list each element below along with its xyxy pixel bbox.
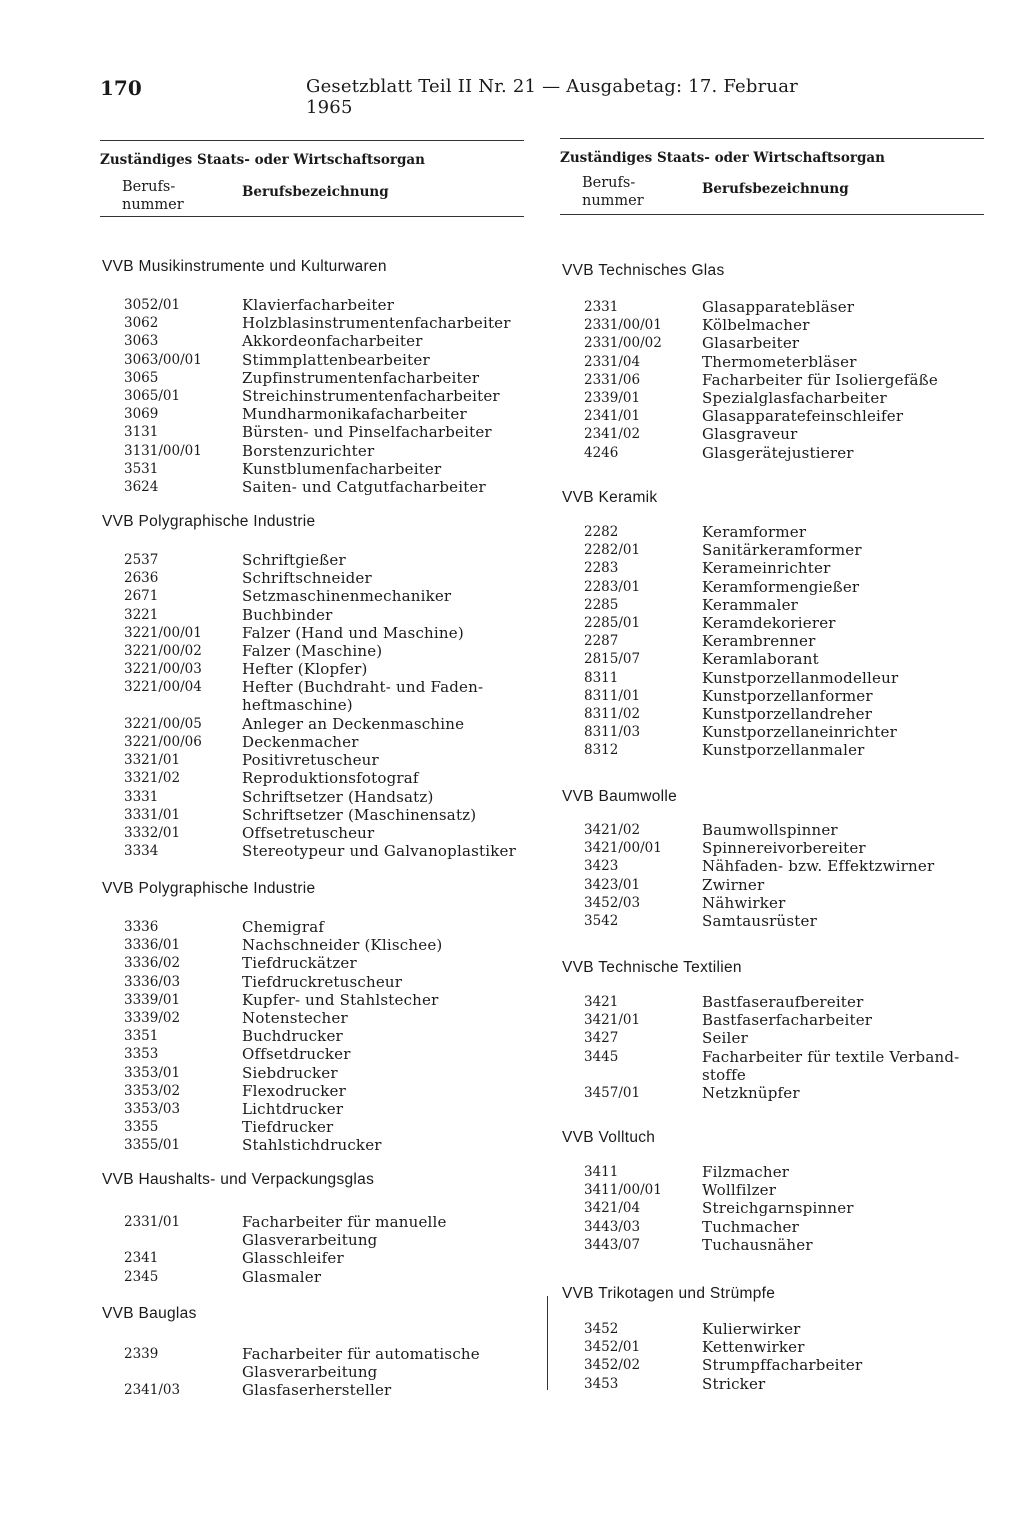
occupation-name-line: Samtausrüster — [702, 912, 817, 930]
occupation-number: 3052/01 — [124, 297, 181, 313]
occupation-name — [702, 371, 982, 389]
occupation-number: 2283 — [584, 560, 619, 577]
occupation-name-line: Stereotypeur und Galvanoplastiker — [242, 842, 516, 861]
occupation-number: 8311 — [584, 669, 619, 686]
occupation-number: 3353/02 — [124, 1082, 181, 1099]
occupation-name — [242, 624, 522, 642]
occupation-name — [242, 296, 522, 314]
occupation-name-line: Nähfaden- bzw. Effektzwirner — [702, 857, 935, 876]
occupation-number: 3624 — [124, 479, 159, 495]
occupation-name — [242, 991, 522, 1009]
occupation-number: 2339/01 — [584, 390, 641, 406]
occupation-name-line: Akkordeonfacharbeiter — [242, 332, 423, 351]
occupation-name — [242, 642, 522, 660]
column-header-number — [122, 178, 184, 214]
occupation-name-line: Kölbelmacher — [702, 316, 810, 335]
column-header-number-line1: Berufs- — [582, 175, 636, 191]
page-number: 170 — [100, 76, 142, 100]
column-header-title: Zuständiges Staats- oder Wirtschaftsorgan — [560, 150, 885, 166]
occupation-name — [242, 918, 522, 936]
occupation-name-line: Facharbeiter für automatische — [242, 1345, 480, 1363]
occupation-number: 3443/07 — [584, 1236, 641, 1253]
occupation-name-line: Spinnereivorbereiter — [702, 839, 866, 858]
occupation-name — [242, 569, 522, 587]
occupation-number: 2537 — [124, 552, 159, 568]
occupation-name — [242, 678, 522, 714]
occupation-name-line: Stricker — [702, 1374, 766, 1393]
occupation-number: 3221/00/03 — [124, 661, 202, 678]
occupation-name — [702, 839, 982, 857]
occupation-name-line: Baumwollspinner — [702, 821, 838, 839]
page-title: Gesetzblatt Teil II Nr. 21 — Ausgabetag: 17. Februar 1965 — [306, 76, 798, 118]
occupation-name — [702, 821, 982, 839]
occupation-name — [242, 751, 522, 769]
occupation-name-line: Glasapparatefeinschleifer — [702, 407, 904, 426]
occupation-name-line: Keramformer — [702, 523, 807, 541]
occupation-number: 3336/01 — [124, 937, 181, 954]
occupation-name-line: Spezialglasfacharbeiter — [702, 389, 887, 407]
section-title: VVB Bauglas — [102, 1305, 197, 1322]
occupation-name-line: Tiefdrucker — [242, 1118, 334, 1137]
occupation-name — [702, 407, 982, 425]
occupation-name-line: Lichtdrucker — [242, 1100, 344, 1118]
occupation-name-line: Glasapparatebläser — [702, 298, 855, 316]
occupation-name-line: Nähwirker — [702, 893, 786, 912]
occupation-name-line: Strumpffacharbeiter — [702, 1356, 863, 1375]
occupation-name — [702, 993, 982, 1011]
occupation-name-line: Siebdrucker — [242, 1063, 338, 1082]
occupation-name-line: Keramformengießer — [702, 577, 860, 596]
occupation-name — [702, 1338, 982, 1356]
occupation-name-line: Flexodrucker — [242, 1081, 346, 1100]
occupation-number: 3063/00/01 — [124, 351, 202, 368]
occupation-number: 2331/01 — [124, 1214, 181, 1230]
occupation-name — [242, 1381, 522, 1399]
occupation-name — [242, 1345, 522, 1381]
occupation-name-line: Kunstporzellandreher — [702, 705, 873, 723]
occupation-name — [702, 316, 982, 334]
occupation-name-line: Offsetretuscheur — [242, 824, 375, 842]
occupation-name — [242, 1027, 522, 1045]
occupation-number: 3421/02 — [584, 822, 641, 838]
occupation-number: 2331/00/02 — [584, 335, 662, 352]
occupation-number: 4246 — [584, 444, 619, 461]
occupation-name — [242, 314, 522, 332]
occupation-name — [702, 578, 982, 596]
occupation-name-line: Saiten- und Catgutfacharbeiter — [242, 478, 486, 496]
occupation-number: 3421/01 — [584, 1012, 641, 1029]
occupation-name-line: Kupfer- und Stahlstecher — [242, 990, 439, 1009]
column-header-number-line1: Berufs- — [122, 179, 176, 195]
occupation-name-line: Hefter (Klopfer) — [242, 660, 368, 679]
column-header-number — [582, 174, 644, 210]
occupation-name — [242, 1045, 522, 1063]
occupation-name — [242, 842, 522, 860]
occupation-name — [702, 1084, 982, 1102]
occupation-name — [242, 788, 522, 806]
occupation-name-line: Tiefdruckretuscheur — [242, 972, 403, 991]
occupation-number: 2282 — [584, 524, 619, 540]
occupation-name — [702, 857, 982, 875]
occupation-name — [242, 587, 522, 605]
occupation-name-line: Kunstblumenfacharbeiter — [242, 459, 442, 478]
occupation-name — [242, 806, 522, 824]
occupation-number: 3411 — [584, 1164, 619, 1180]
column-header-title: Zuständiges Staats- oder Wirtschaftsorgan — [100, 152, 425, 168]
section-title: VVB Technisches Glas — [562, 262, 725, 279]
occupation-name-line: Deckenmacher — [242, 733, 359, 751]
section-title: VVB Polygraphische Industrie — [102, 880, 316, 897]
occupation-name — [702, 705, 982, 723]
occupation-name-line: Falzer (Maschine) — [242, 642, 383, 660]
occupation-name — [242, 332, 522, 350]
occupation-number: 3411/00/01 — [584, 1182, 662, 1199]
occupation-number: 3069 — [124, 406, 159, 423]
occupation-name — [702, 1181, 982, 1199]
occupation-name — [242, 1249, 522, 1267]
occupation-name-line: Schriftgießer — [242, 551, 346, 569]
occupation-name-line: Kulierwirker — [702, 1320, 801, 1338]
occupation-name-line: Bastfaseraufbereiter — [702, 993, 864, 1011]
occupation-name-line: heftmaschine) — [242, 696, 353, 715]
occupation-name — [702, 650, 982, 668]
occupation-number: 2341 — [124, 1250, 159, 1267]
occupation-number: 2339 — [124, 1346, 159, 1362]
section-title: VVB Baumwolle — [562, 788, 678, 805]
occupation-name — [702, 425, 982, 443]
section-title: VVB Haushalts- und Verpackungsglas — [102, 1171, 375, 1188]
occupation-name-line: Facharbeiter für Isoliergefäße — [702, 370, 938, 389]
occupation-number: 3351 — [124, 1028, 159, 1045]
occupation-name — [702, 1011, 982, 1029]
column-header-number-line2: nummer — [582, 193, 644, 209]
occupation-name — [242, 1009, 522, 1027]
occupation-name — [702, 723, 982, 741]
occupation-number: 3336 — [124, 919, 159, 935]
column-header-name: Berufsbezeichnung — [242, 184, 389, 200]
occupation-number: 3332/01 — [124, 825, 181, 841]
occupation-name-line: Kunstporzellaneinrichter — [702, 723, 897, 742]
occupation-number: 3423 — [584, 858, 619, 875]
occupation-name-line: Borstenzurichter — [242, 441, 375, 460]
column-header-number-line2: nummer — [122, 197, 184, 213]
occupation-name-line: Schriftschneider — [242, 569, 372, 588]
occupation-name-line: Schriftsetzer (Maschinensatz) — [242, 805, 477, 824]
occupation-name — [242, 1213, 522, 1249]
section-title: VVB Keramik — [562, 489, 658, 506]
occupation-name-line: Filzmacher — [702, 1163, 790, 1181]
occupation-number: 3353/01 — [124, 1064, 181, 1081]
occupation-number: 3336/03 — [124, 973, 181, 990]
occupation-number: 2636 — [124, 570, 159, 587]
occupation-name-line: Zwirner — [702, 875, 765, 894]
occupation-number: 3331/01 — [124, 806, 181, 823]
occupation-number: 2287 — [584, 633, 619, 650]
occupation-number: 2341/02 — [584, 426, 641, 443]
occupation-name — [702, 444, 982, 462]
occupation-name — [702, 1163, 982, 1181]
occupation-name-line: Tiefdruckätzer — [242, 954, 357, 973]
section-title: VVB Volltuch — [562, 1129, 656, 1146]
occupation-name — [702, 1029, 982, 1047]
occupation-name — [242, 973, 522, 991]
occupation-number: 3355/01 — [124, 1137, 181, 1154]
occupation-number: 2331 — [584, 299, 619, 315]
occupation-name-line: Thermometerbläser — [702, 352, 857, 371]
column-header-name: Berufsbezeichnung — [702, 181, 849, 197]
occupation-number: 3427 — [584, 1030, 619, 1047]
occupation-name-line: Glasarbeiter — [702, 334, 800, 353]
occupation-number: 3131 — [124, 424, 159, 441]
page-header — [100, 76, 800, 118]
occupation-number: 3321/01 — [124, 752, 181, 769]
top-rule — [100, 140, 524, 141]
occupation-number: 3062 — [124, 315, 159, 332]
occupation-name — [242, 936, 522, 954]
margin-bar — [547, 1296, 548, 1390]
occupation-number: 3336/02 — [124, 955, 181, 972]
occupation-name-line: Facharbeiter für textile Verband- — [702, 1047, 960, 1066]
occupation-number: 3331 — [124, 788, 159, 805]
occupation-name — [242, 405, 522, 423]
occupation-name-line: Buchdrucker — [242, 1027, 343, 1046]
occupation-name-line: Keramlaborant — [702, 650, 819, 669]
occupation-number: 3355 — [124, 1119, 159, 1136]
occupation-name — [702, 687, 982, 705]
occupation-number: 3445 — [584, 1048, 619, 1065]
occupation-name-line: Glasmaler — [242, 1267, 322, 1286]
occupation-name-line: Klavierfacharbeiter — [242, 296, 395, 314]
occupation-name — [242, 460, 522, 478]
occupation-number: 2283/01 — [584, 578, 641, 595]
occupation-name — [702, 559, 982, 577]
occupation-number: 2815/07 — [584, 651, 641, 668]
occupation-name-line: Netzknüpfer — [702, 1084, 800, 1102]
section-title: VVB Technische Textilien — [562, 959, 742, 976]
occupation-name — [702, 1236, 982, 1254]
occupation-name-line: Kunstporzellanmaler — [702, 741, 865, 760]
occupation-name — [242, 954, 522, 972]
occupation-name-line: Glasgerätejustierer — [702, 443, 854, 462]
occupation-name — [702, 596, 982, 614]
occupation-number: 3063 — [124, 333, 159, 350]
occupation-name — [702, 523, 982, 541]
occupation-number: 3353/03 — [124, 1101, 181, 1117]
occupation-number: 3321/02 — [124, 770, 181, 787]
occupation-number: 3542 — [584, 913, 619, 929]
occupation-name — [242, 478, 522, 496]
occupation-number: 2341/03 — [124, 1382, 181, 1399]
occupation-number: 2331/04 — [584, 353, 641, 370]
occupation-name-line: Glasschleifer — [242, 1249, 344, 1268]
occupation-name — [702, 876, 982, 894]
occupation-number: 3421 — [584, 994, 619, 1010]
occupation-name — [242, 423, 522, 441]
occupation-name — [242, 442, 522, 460]
occupation-name — [242, 660, 522, 678]
occupation-name-line: Schriftsetzer (Handsatz) — [242, 787, 434, 806]
occupation-name — [702, 1218, 982, 1236]
occupation-number: 3221 — [124, 606, 159, 623]
occupation-name — [702, 741, 982, 759]
occupation-number: 8311/01 — [584, 687, 641, 704]
occupation-name — [242, 606, 522, 624]
occupation-name-line: Reproduktionsfotograf — [242, 769, 419, 788]
occupation-name — [242, 1118, 522, 1136]
occupation-number: 2285 — [584, 596, 619, 613]
occupation-number: 2341/01 — [584, 408, 641, 425]
occupation-name — [242, 1136, 522, 1154]
occupation-number: 3531 — [124, 460, 159, 477]
occupation-name — [702, 669, 982, 687]
occupation-number: 2285/01 — [584, 615, 641, 631]
occupation-name — [242, 1082, 522, 1100]
occupation-name-line: Kerambrenner — [702, 632, 816, 651]
occupation-name-line: Notenstecher — [242, 1009, 348, 1027]
occupation-name — [242, 1100, 522, 1118]
occupation-number: 3131/00/01 — [124, 442, 202, 459]
occupation-name-line: Kerameinrichter — [702, 559, 831, 578]
occupation-name-line: Glasverarbeitung — [242, 1363, 378, 1381]
occupation-number: 3221/00/05 — [124, 715, 202, 732]
occupation-name-line: Wollfilzer — [702, 1181, 777, 1200]
occupation-name — [702, 541, 982, 559]
section-title: VVB Trikotagen und Strümpfe — [562, 1285, 776, 1302]
occupation-name-line: Facharbeiter für manuelle — [242, 1213, 447, 1231]
occupation-name — [702, 912, 982, 930]
occupation-name-line: Holzblasinstrumentenfacharbeiter — [242, 314, 511, 333]
occupation-number: 8312 — [584, 742, 619, 759]
occupation-number: 3453 — [584, 1375, 619, 1392]
occupation-number: 8311/03 — [584, 724, 641, 741]
occupation-number: 3421/04 — [584, 1200, 641, 1217]
occupation-name — [702, 353, 982, 371]
occupation-number: 3334 — [124, 843, 159, 860]
occupation-name-line: Mundharmonikafacharbeiter — [242, 405, 467, 424]
occupation-name — [242, 1064, 522, 1082]
occupation-name-line: Glasverarbeitung — [242, 1231, 378, 1249]
occupation-number: 2331/00/01 — [584, 317, 662, 334]
header-bottom-rule — [560, 214, 984, 215]
occupation-name-line: Setzmaschinenmechaniker — [242, 587, 452, 606]
occupation-name-line: Kettenwirker — [702, 1338, 805, 1357]
occupation-name-line: Bastfaserfacharbeiter — [702, 1011, 873, 1030]
occupation-number: 3443/03 — [584, 1218, 641, 1235]
occupation-name-line: Kerammaler — [702, 595, 799, 614]
occupation-name-line: Stahlstichdrucker — [242, 1136, 382, 1155]
occupation-name-line: stoffe — [702, 1065, 746, 1084]
occupation-name — [242, 551, 522, 569]
occupation-name-line: Zupfinstrumentenfacharbeiter — [242, 368, 480, 387]
occupation-name — [702, 1048, 982, 1084]
occupation-name-line: Stimmplattenbearbeiter — [242, 350, 430, 369]
section-title: VVB Polygraphische Industrie — [102, 513, 316, 530]
occupation-number: 3339/01 — [124, 991, 181, 1008]
occupation-name-line: Kunstporzellanmodelleur — [702, 668, 899, 687]
occupation-name — [702, 894, 982, 912]
occupation-name-line: Streichgarnspinner — [702, 1199, 854, 1218]
occupation-number: 2671 — [124, 588, 159, 605]
occupation-number: 3065 — [124, 369, 159, 386]
occupation-name-line: Glasgraveur — [702, 425, 798, 444]
header-bottom-rule — [100, 216, 524, 217]
occupation-name-line: Chemigraf — [242, 918, 325, 936]
occupation-name — [242, 1268, 522, 1286]
section-title: VVB Musikinstrumente und Kulturwaren — [102, 258, 387, 275]
occupation-number: 3065/01 — [124, 388, 181, 404]
occupation-name — [702, 298, 982, 316]
occupation-name-line: Tuchmacher — [702, 1217, 800, 1236]
occupation-name-line: Kunstporzellanformer — [702, 686, 873, 705]
occupation-name-line: Falzer (Hand und Maschine) — [242, 623, 464, 642]
occupation-name — [242, 369, 522, 387]
occupation-number: 3221/00/04 — [124, 679, 202, 696]
occupation-name-line: Positivretuscheur — [242, 751, 379, 770]
occupation-name-line: Bürsten- und Pinselfacharbeiter — [242, 423, 492, 442]
occupation-name — [242, 824, 522, 842]
occupation-name — [702, 389, 982, 407]
occupation-number: 3452/02 — [584, 1357, 641, 1374]
occupation-number: 2282/01 — [584, 542, 641, 559]
occupation-number: 3353 — [124, 1046, 159, 1063]
occupation-name — [702, 1320, 982, 1338]
occupation-name-line: Keramdekorierer — [702, 614, 836, 632]
occupation-number: 3221/00/02 — [124, 643, 202, 659]
occupation-number: 2345 — [124, 1268, 159, 1285]
occupation-name-line: Tuchausnäher — [702, 1235, 813, 1254]
occupation-number: 3221/00/01 — [124, 624, 202, 641]
occupation-name — [242, 351, 522, 369]
occupation-name — [702, 632, 982, 650]
occupation-name-line: Sanitärkeramformer — [702, 541, 862, 560]
occupation-name — [702, 334, 982, 352]
top-rule — [560, 138, 984, 139]
occupation-number: 3452/01 — [584, 1339, 641, 1356]
occupation-number: 3452/03 — [584, 894, 641, 911]
occupation-name — [242, 387, 522, 405]
occupation-name — [702, 1199, 982, 1217]
occupation-name-line: Nachschneider (Klischee) — [242, 936, 443, 955]
occupation-name — [242, 769, 522, 787]
occupation-name-line: Streichinstrumentenfacharbeiter — [242, 387, 500, 405]
occupation-number: 3221/00/06 — [124, 734, 202, 750]
occupation-number: 2331/06 — [584, 371, 641, 388]
occupation-name-line: Anleger an Deckenmaschine — [242, 714, 465, 733]
occupation-name-line: Seiler — [702, 1029, 748, 1048]
occupation-number: 3452 — [584, 1321, 619, 1337]
occupation-number: 3339/02 — [124, 1010, 181, 1026]
occupation-name — [242, 733, 522, 751]
occupation-name-line: Buchbinder — [242, 605, 333, 624]
occupation-number: 8311/02 — [584, 706, 641, 722]
occupation-name — [702, 1356, 982, 1374]
occupation-name-line: Hefter (Buchdraht- und Faden- — [242, 678, 484, 697]
occupation-name-line: Glasfaserhersteller — [242, 1381, 392, 1400]
occupation-number: 3423/01 — [584, 876, 641, 893]
occupation-name — [242, 715, 522, 733]
occupation-name-line: Offsetdrucker — [242, 1045, 351, 1064]
occupation-name — [702, 614, 982, 632]
occupation-name — [702, 1375, 982, 1393]
occupation-number: 3457/01 — [584, 1085, 641, 1101]
occupation-number: 3421/00/01 — [584, 840, 662, 857]
